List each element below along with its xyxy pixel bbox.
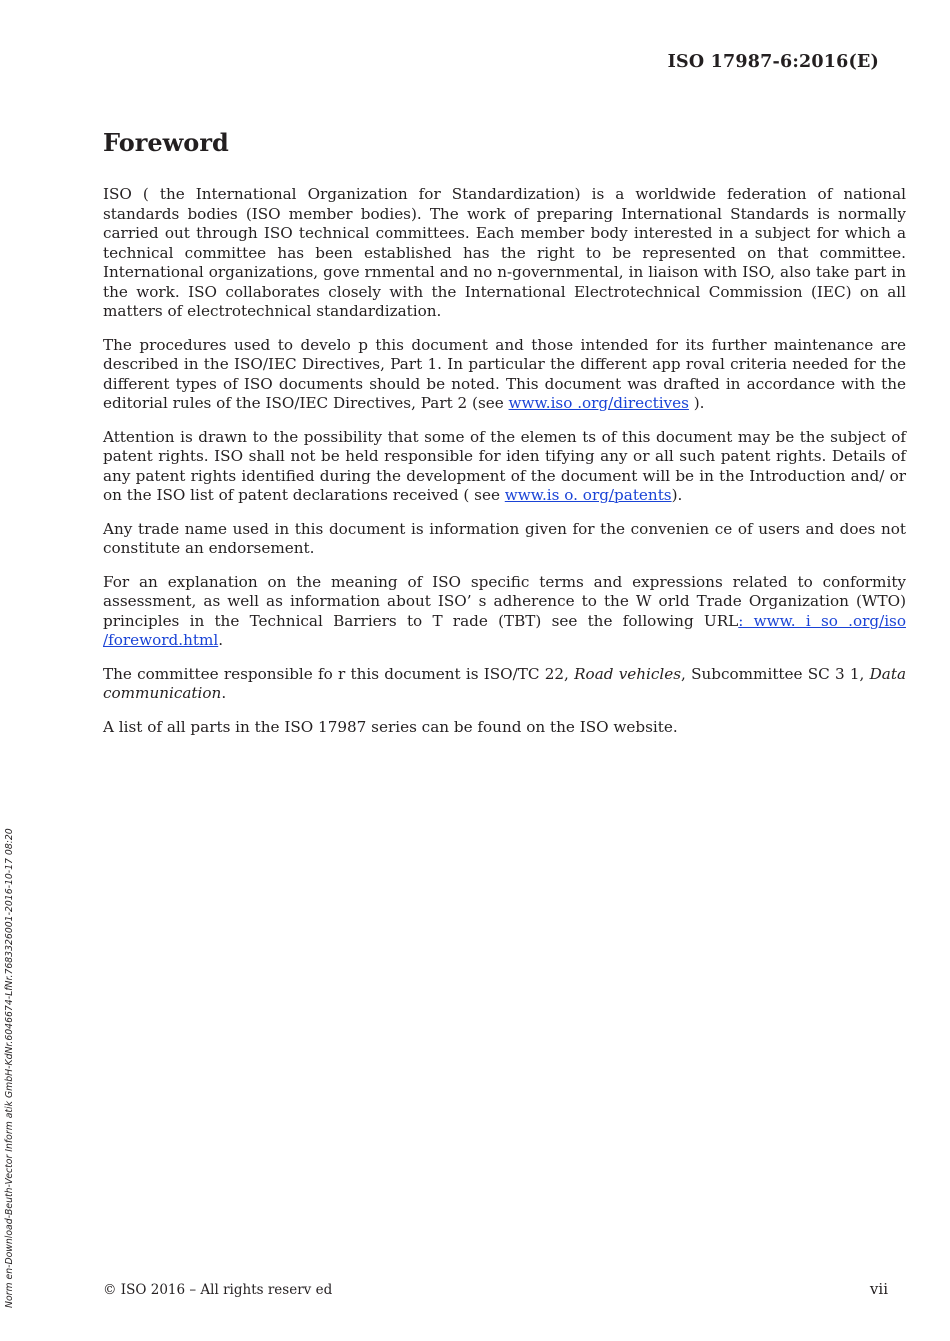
page-title: Foreword <box>103 128 229 157</box>
text: ). <box>688 394 705 412</box>
paragraph-patents <box>103 428 906 506</box>
paragraph-conformity <box>103 573 906 651</box>
text: The procedures used to develo p this document and those intended for its further maintenance are described in the ISO/IEC Directives, Part 1. In particular the different app roval criteria needed for the different types of ISO documents should be noted. This document was drafted in accordance with the editorial rules of the ISO/IEC Directives, Part 2 (see <box>103 335 906 412</box>
paragraph-trade-name: Any trade name used in this document is information given for the convenien ce of users and does not constitute an endorsement. <box>103 519 906 557</box>
document-id: ISO 17987-6:2016(E) <box>667 52 879 72</box>
foreword-body <box>103 185 906 751</box>
paragraph-series-list: A list of all parts in the ISO 17987 series can be found on the ISO website. <box>103 717 678 736</box>
foreword-link[interactable]: : www. i so .org/iso /foreword.html <box>103 611 906 649</box>
text: The committee responsible fo r this document is ISO/TC 22, <box>103 664 575 683</box>
patents-link[interactable]: www.is o. org/patents <box>504 486 672 504</box>
text: . <box>221 684 227 702</box>
footer-copyright: © ISO 2016 – All rights reserv ed <box>103 1282 333 1298</box>
page-number: vii <box>869 1280 888 1298</box>
text: , Subcommittee SC 3 1, <box>681 664 870 683</box>
side-watermark: Norm en-Download-Beuth-Vector Inform atik GmbH-KdNr.6046674-LfNr.7683326001-2016-10-17 08:20 <box>4 828 15 1308</box>
paragraph-procedures <box>103 336 906 414</box>
directives-link[interactable]: www.iso .org/directives <box>508 394 689 412</box>
text: ). <box>671 486 683 504</box>
text: . <box>218 631 224 649</box>
text: For an explanation on the meaning of ISO specific terms and expressions related to conformity assessment, as well as information about ISO’ s adherence to the W orld Trade Organization (WTO) principles in the Technical Barriers to T rade (TBT) see the following URL <box>103 572 906 630</box>
road-vehicles-text: Road vehicles <box>574 664 682 683</box>
text: Attention is drawn to the possibility that some of the elemen ts of this document may be the subject of patent rights. ISO shall not be held responsible for iden tifying any or all such patent rights. Details of any patent rights identified during the development of the document will be in the Introduction and/ or on the ISO list of patent declarations received ( see <box>103 427 906 504</box>
paragraph-iso-intro: ISO ( the International Organization for Standardization) is a worldwide federation of national standards bodies (ISO member bodies). The work of preparing International Standards is normally carried out through ISO technical committees. Each member body interested in a subject for which a technical committee has been established has the right to be represented on that committee. International organizations, gove rnmental and no n-governmental, in liaison with ISO, also take part in the work. ISO collaborates closely with the International Electrotechnical Commission (IEC) on all matters of electrotechnical standardization. <box>103 185 906 320</box>
data-communication-text: Data communication <box>103 664 906 702</box>
paragraph-committee <box>103 665 906 704</box>
